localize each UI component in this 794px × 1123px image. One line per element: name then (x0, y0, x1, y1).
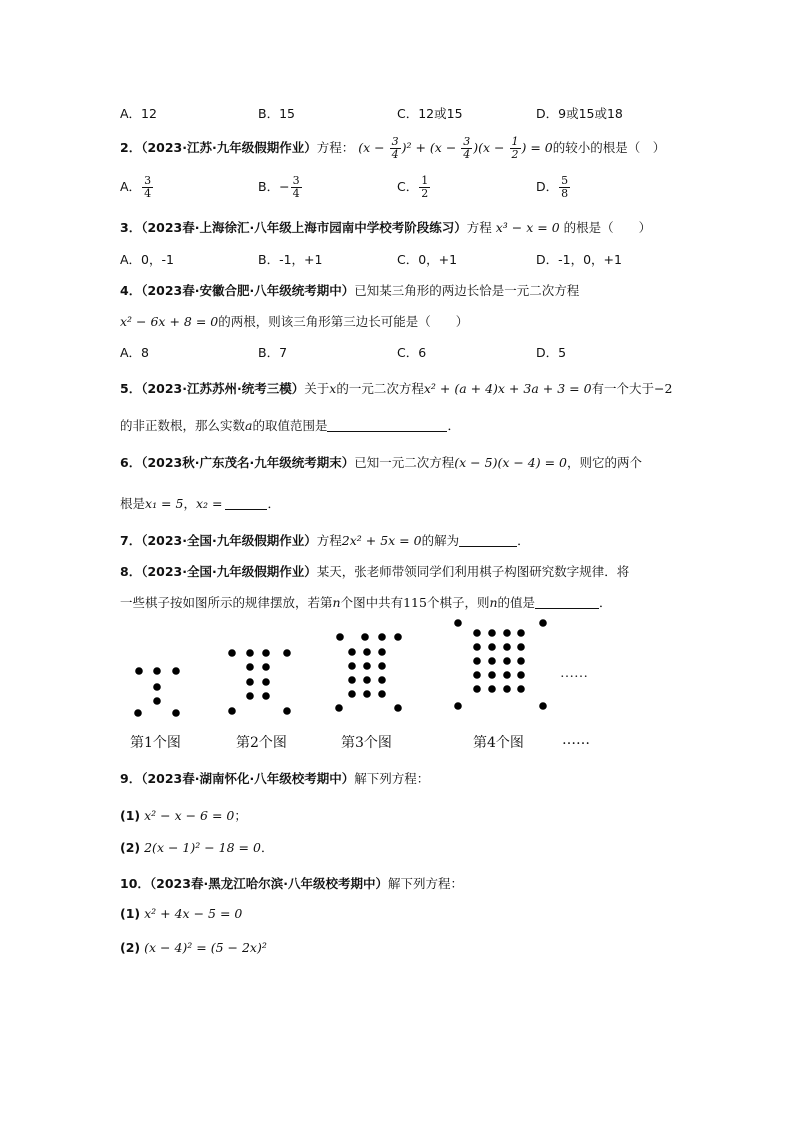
q10-stem (120, 874, 463, 892)
q2-option-d: D． $\frac{5}{8}$ (536, 174, 569, 200)
q3-equation: x³ − x = 0 (495, 220, 560, 235)
q8-pattern-figure (0, 610, 794, 725)
piece (135, 667, 143, 675)
piece (539, 619, 547, 627)
piece (262, 678, 270, 686)
q8-count: 115 (403, 595, 427, 610)
q7-equation: 2x² + 5x = 0 (341, 533, 422, 548)
piece (246, 678, 254, 686)
q4-stem-line1 (120, 281, 579, 299)
q2-text: 方程： (316, 140, 355, 155)
q2-option-b: B．− $\frac{3}{4}$ (258, 174, 300, 200)
q10-part1-equation: x² + 4x − 5 = 0 (144, 906, 243, 921)
q1-option-d: D．9或15或18 (536, 106, 623, 121)
q10-part2-label: (2) (120, 940, 141, 955)
piece (488, 685, 496, 693)
pattern-4 (454, 619, 547, 710)
q4-option-d: D．5 (536, 345, 567, 360)
piece (246, 663, 254, 671)
q6-x1: x₁ = 5 (145, 496, 184, 511)
q8-var-n: n (332, 595, 341, 610)
piece (517, 643, 525, 651)
q8-text2: 一些棋子按如图所示的规律摆放，若第 (120, 595, 333, 610)
piece (488, 657, 496, 665)
q9-part1-label: (1) (120, 808, 141, 823)
q8-var-n2: n (489, 595, 498, 610)
piece (348, 648, 356, 656)
q5-stem-line1 (120, 379, 672, 397)
piece (517, 629, 525, 637)
q4-text1: 已知某三角形的两边长恰是一元二次方程 (354, 283, 580, 298)
q7-stem (120, 531, 530, 549)
q2-stem (120, 136, 665, 161)
q7-answer-blank (459, 534, 517, 547)
q8-end: ． (599, 595, 612, 610)
q7-text2: 的解为 (421, 533, 460, 548)
q8-number: 8． (120, 564, 142, 579)
piece (363, 676, 371, 684)
q6-equation: (x − 5)(x − 4) = 0 (454, 455, 567, 470)
piece (517, 685, 525, 693)
piece (488, 671, 496, 679)
q9-text: 解下列方程： (354, 771, 430, 786)
q2-option-a: A． $\frac{3}{4}$ (120, 174, 152, 200)
pattern-3 (335, 633, 402, 712)
piece (283, 707, 291, 715)
q4-text2: 的两根，则该三角形第三边长可能是（ ） (218, 314, 469, 329)
piece (153, 697, 161, 705)
piece (348, 690, 356, 698)
q4-option-b: B．7 (258, 345, 288, 360)
q8-stem-line2 (120, 593, 612, 611)
q10-part2 (120, 940, 267, 955)
q2-number: 2． (120, 140, 142, 155)
q2-equation: (x − $\frac{3}{4}$ )² + (x − $\frac{3}{4}$ )(x − $\frac{1}{2}$ ) = 0 (358, 135, 553, 161)
q10-part1-label: (1) (120, 906, 141, 921)
q5-stem-line2 (120, 416, 460, 434)
q4-equation: x² − 6x + 8 = 0 (120, 314, 219, 329)
q6-text3: 根是 (120, 496, 146, 511)
piece (378, 633, 386, 641)
q6-text2: ，则它的两个 (567, 455, 643, 470)
piece (348, 676, 356, 684)
piece (473, 671, 481, 679)
q5-text4: 的非正数根，那么实数 (120, 418, 246, 433)
q9-stem (120, 769, 429, 787)
piece (246, 692, 254, 700)
piece (361, 633, 369, 641)
q5-equation: x² + (a + 4)x + 3a + 3 = 0 (423, 381, 592, 396)
piece (503, 643, 511, 651)
q1-option-a: A．12 (120, 106, 157, 121)
q1-option-b: B．15 (258, 106, 295, 121)
caption-ellipsis: …… (562, 732, 590, 748)
q3-stem (120, 218, 651, 236)
piece (153, 683, 161, 691)
q9-number: 9． (120, 771, 142, 786)
q6-stem-line2 (120, 494, 280, 512)
q5-var-x: x (329, 381, 337, 396)
q8-text4: 个棋子，则 (426, 595, 490, 610)
q1-option-c: C．12或15 (397, 106, 463, 121)
q5-text2: 的一元二次方程 (336, 381, 424, 396)
q9-part1 (120, 806, 247, 824)
piece (503, 657, 511, 665)
q5-answer-blank (327, 419, 447, 432)
q4-options (120, 343, 680, 373)
caption-figure-2: 第2个图 (236, 735, 287, 751)
q3-option-c: C．0，+1 (397, 252, 458, 267)
q8-source: （2023·全国·九年级假期作业） (141, 564, 317, 579)
caption-figure-4: 第4个图 (473, 735, 524, 751)
piece (473, 657, 481, 665)
q9-part1-equation: x² − x − 6 = 0 (144, 808, 235, 823)
piece (517, 657, 525, 665)
q5-text3: 有一个大于 (591, 381, 655, 396)
q3-option-a: A．0，-1 (120, 252, 174, 267)
q3-option-d: D．-1，0，+1 (536, 252, 622, 267)
q1-options (120, 104, 680, 134)
q10-source: （2023春·黑龙江哈尔滨·八年级校考期中） (149, 876, 388, 891)
q10-part2-equation: (x − 4)² = (5 − 2x)² (144, 940, 267, 955)
piece (172, 709, 180, 717)
q5-text1: 关于 (304, 381, 330, 396)
q5-text5: 的取值范围是 (252, 418, 328, 433)
piece (335, 704, 343, 712)
q4-option-c: C．6 (397, 345, 427, 360)
piece (378, 676, 386, 684)
pattern-1 (134, 667, 180, 717)
caption-figure-1: 第1个图 (130, 735, 181, 751)
q5-source: （2023·江苏苏州·统考三模） (141, 381, 305, 396)
q9-part2-end: ． (260, 840, 274, 855)
piece (153, 667, 161, 675)
q7-end: ． (517, 533, 530, 548)
q9-source: （2023春·湖南怀化·八年级校考期中） (141, 771, 355, 786)
q6-text1: 已知一元二次方程 (354, 455, 455, 470)
q5-end: ． (447, 418, 460, 433)
q5-number: 5． (120, 381, 142, 396)
q3-tail: 的根是（ ） (563, 220, 652, 235)
piece (363, 662, 371, 670)
piece (378, 648, 386, 656)
q2-source: （2023·江苏·九年级假期作业） (141, 140, 317, 155)
pattern-2 (228, 649, 291, 715)
q7-number: 7． (120, 533, 142, 548)
q8-stem-line1 (120, 562, 629, 580)
piece (517, 671, 525, 679)
piece (134, 709, 142, 717)
piece (283, 649, 291, 657)
q6-stem-line1 (120, 453, 642, 471)
piece (503, 671, 511, 679)
piece (228, 649, 236, 657)
q9-part2 (120, 838, 273, 856)
piece (262, 663, 270, 671)
piece (454, 619, 462, 627)
piece (336, 633, 344, 641)
q4-number: 4． (120, 283, 142, 298)
q5-neg2: −2 (654, 381, 673, 396)
q2-tail: 的较小的根是（ ） (552, 140, 666, 155)
piece (473, 685, 481, 693)
piece (172, 667, 180, 675)
q7-text1: 方程 (316, 533, 342, 548)
q6-x2: x₂ = (195, 496, 223, 511)
q8-text5: 的值是 (497, 595, 536, 610)
piece (246, 649, 254, 657)
q10-text: 解下列方程： (387, 876, 463, 891)
piece (394, 704, 402, 712)
q8-answer-blank (535, 596, 599, 609)
q3-option-b: B．-1，+1 (258, 252, 323, 267)
q6-sep: ， (183, 496, 196, 511)
piece (503, 685, 511, 693)
q2-options (120, 175, 680, 205)
caption-figure-3: 第3个图 (341, 735, 392, 751)
piece (473, 629, 481, 637)
piece (454, 702, 462, 710)
q7-source: （2023·全国·九年级假期作业） (141, 533, 317, 548)
pattern-ellipsis: …… (560, 666, 588, 681)
piece (539, 702, 547, 710)
q3-number: 3． (120, 220, 142, 235)
piece (378, 690, 386, 698)
q10-part1 (120, 906, 242, 921)
piece (488, 629, 496, 637)
piece (363, 690, 371, 698)
piece (503, 629, 511, 637)
piece (363, 648, 371, 656)
q9-part1-end: ； (234, 808, 247, 823)
q9-part2-label: (2) (120, 840, 141, 855)
q6-end: ． (267, 496, 280, 511)
q3-text: 方程 (466, 220, 492, 235)
q9-part2-equation: 2(x − 1)² − 18 = 0 (144, 840, 261, 855)
q2-option-c: C． $\frac{1}{2}$ (397, 174, 429, 200)
q5-var-a: a (245, 418, 253, 433)
piece (488, 643, 496, 651)
q8-text1: 某天，张老师带领同学们利用棋子构图研究数字规律．将 (316, 564, 630, 579)
q4-option-a: A．8 (120, 345, 150, 360)
q4-source: （2023春·安徽合肥·八年级统考期中） (141, 283, 355, 298)
piece (473, 643, 481, 651)
q3-source: （2023春·上海徐汇·八年级上海市园南中学校考阶段练习） (141, 220, 467, 235)
q6-source: （2023秋·广东茂名·九年级统考期末） (141, 455, 355, 470)
piece (348, 662, 356, 670)
q4-stem-line2 (120, 312, 468, 330)
piece (262, 692, 270, 700)
q6-answer-blank (225, 497, 267, 510)
q3-options (120, 250, 680, 280)
q6-number: 6． (120, 455, 142, 470)
piece (262, 649, 270, 657)
q8-text3: 个图中共有 (340, 595, 404, 610)
piece (228, 707, 236, 715)
q10-number: 10． (120, 876, 150, 891)
piece (394, 633, 402, 641)
piece (378, 662, 386, 670)
